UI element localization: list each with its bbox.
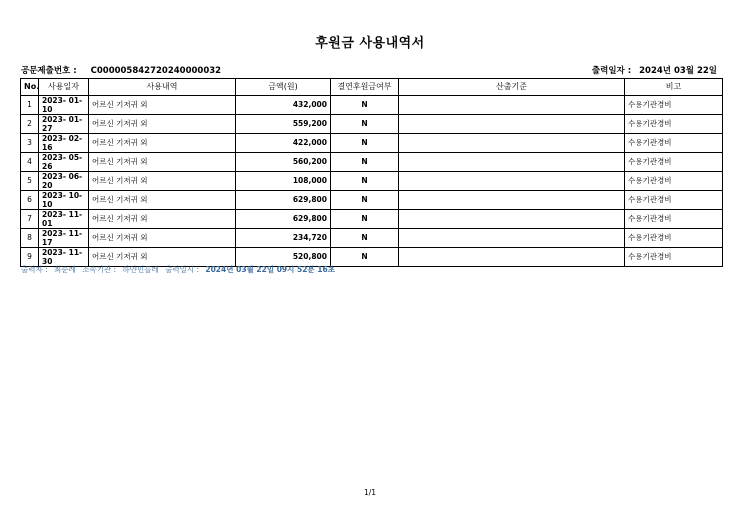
printed-at-value: 2024년 03월 22일 09시 52분 16초: [205, 265, 335, 274]
output-date-row: [592, 64, 717, 76]
cell-no: 8: [21, 228, 39, 247]
cell-remark: 수용기관경비: [625, 247, 723, 266]
cell-amount: 629,800: [236, 190, 331, 209]
cell-amount: 520,800: [236, 247, 331, 266]
cell-remark: 수용기관경비: [625, 114, 723, 133]
cell-remark: 수용기관경비: [625, 152, 723, 171]
cell-remark: 수용기관경비: [625, 95, 723, 114]
header-amount: 금액(원): [236, 79, 331, 96]
header-date: 사용일자: [39, 79, 89, 96]
footer-info: [21, 264, 339, 275]
cell-calc-basis: [399, 228, 625, 247]
cell-no: 2: [21, 114, 39, 133]
output-date-value: 2024년 03월 22일: [639, 66, 717, 76]
cell-calc-basis: [399, 190, 625, 209]
table-row: [21, 190, 723, 209]
cell-calc-basis: [399, 133, 625, 152]
document-number-value: C000005842720240000032: [90, 66, 222, 76]
cell-calc-basis: [399, 247, 625, 266]
cell-remark: 수용기관경비: [625, 209, 723, 228]
cell-no: 4: [21, 152, 39, 171]
cell-description: 어르신 기저귀 외: [89, 95, 236, 114]
header-remark: 비고: [625, 79, 723, 96]
cell-calc-basis: [399, 209, 625, 228]
table-row: [21, 228, 723, 247]
cell-description: 어르신 기저귀 외: [89, 114, 236, 133]
cell-date: 2023- 05- 26: [39, 152, 89, 171]
cell-amount: 559,200: [236, 114, 331, 133]
table-row: [21, 114, 723, 133]
cell-remark: 수용기관경비: [625, 190, 723, 209]
cell-description: 어르신 기저귀 외: [89, 228, 236, 247]
cell-description: 어르신 기저귀 외: [89, 247, 236, 266]
cell-no: 1: [21, 95, 39, 114]
table-row: [21, 209, 723, 228]
cell-date: 2023- 10- 10: [39, 190, 89, 209]
cell-sponsorship-flag: N: [331, 152, 399, 171]
cell-sponsorship-flag: N: [331, 171, 399, 190]
cell-description: 어르신 기저귀 외: [89, 190, 236, 209]
cell-sponsorship-flag: N: [331, 133, 399, 152]
printer-label: 출력자 :: [21, 265, 48, 274]
table-row: [21, 152, 723, 171]
page-number: 1/1: [363, 488, 377, 497]
cell-date: 2023- 01- 27: [39, 114, 89, 133]
document-title: 후원금 사용내역서: [315, 36, 425, 51]
cell-date: 2023- 02- 16: [39, 133, 89, 152]
cell-sponsorship-flag: N: [331, 114, 399, 133]
cell-amount: 560,200: [236, 152, 331, 171]
cell-calc-basis: [399, 114, 625, 133]
cell-calc-basis: [399, 152, 625, 171]
cell-date: 2023- 06- 20: [39, 171, 89, 190]
cell-date: 2023- 11- 01: [39, 209, 89, 228]
cell-calc-basis: [399, 95, 625, 114]
cell-remark: 수용기관경비: [625, 171, 723, 190]
table-row: [21, 171, 723, 190]
header-calc-basis: 산출기준: [399, 79, 625, 96]
cell-no: 9: [21, 247, 39, 266]
cell-amount: 432,000: [236, 95, 331, 114]
cell-calc-basis: [399, 171, 625, 190]
org-label: 소속기관 :: [82, 265, 117, 274]
printed-at-label: 출력일시 :: [165, 265, 199, 274]
printer-name: 최순례: [54, 265, 76, 274]
cell-amount: 629,800: [236, 209, 331, 228]
cell-date: 2023- 11- 17: [39, 228, 89, 247]
document-number-row: [21, 64, 221, 76]
cell-amount: 108,000: [236, 171, 331, 190]
cell-date: 2023- 11- 30: [39, 247, 89, 266]
cell-description: 어르신 기저귀 외: [89, 171, 236, 190]
header-sponsorship-flag: 결연후원금여부: [331, 79, 399, 96]
cell-no: 6: [21, 190, 39, 209]
cell-remark: 수용기관경비: [625, 228, 723, 247]
cell-sponsorship-flag: N: [331, 95, 399, 114]
cell-description: 어르신 기저귀 외: [89, 152, 236, 171]
cell-no: 3: [21, 133, 39, 152]
cell-sponsorship-flag: N: [331, 247, 399, 266]
output-date-label: 출력일자 :: [591, 66, 632, 76]
cell-description: 어르신 기저귀 외: [89, 133, 236, 152]
document-number-label: 공문제출번호 :: [21, 66, 77, 76]
cell-remark: 수용기관경비: [625, 133, 723, 152]
org-name: 하얀민들레: [122, 265, 159, 274]
cell-sponsorship-flag: N: [331, 209, 399, 228]
cell-sponsorship-flag: N: [331, 228, 399, 247]
cell-date: 2023- 01- 10: [39, 95, 89, 114]
cell-description: 어르신 기저귀 외: [89, 209, 236, 228]
table-body: [21, 95, 723, 266]
header-no: No.: [21, 79, 39, 96]
table-header-row: [21, 79, 723, 96]
cell-amount: 422,000: [236, 133, 331, 152]
cell-sponsorship-flag: N: [331, 190, 399, 209]
cell-amount: 234,720: [236, 228, 331, 247]
usage-table: [20, 78, 723, 267]
header-description: 사용내역: [89, 79, 236, 96]
table-row: [21, 95, 723, 114]
cell-no: 7: [21, 209, 39, 228]
cell-no: 5: [21, 171, 39, 190]
table-row: [21, 133, 723, 152]
